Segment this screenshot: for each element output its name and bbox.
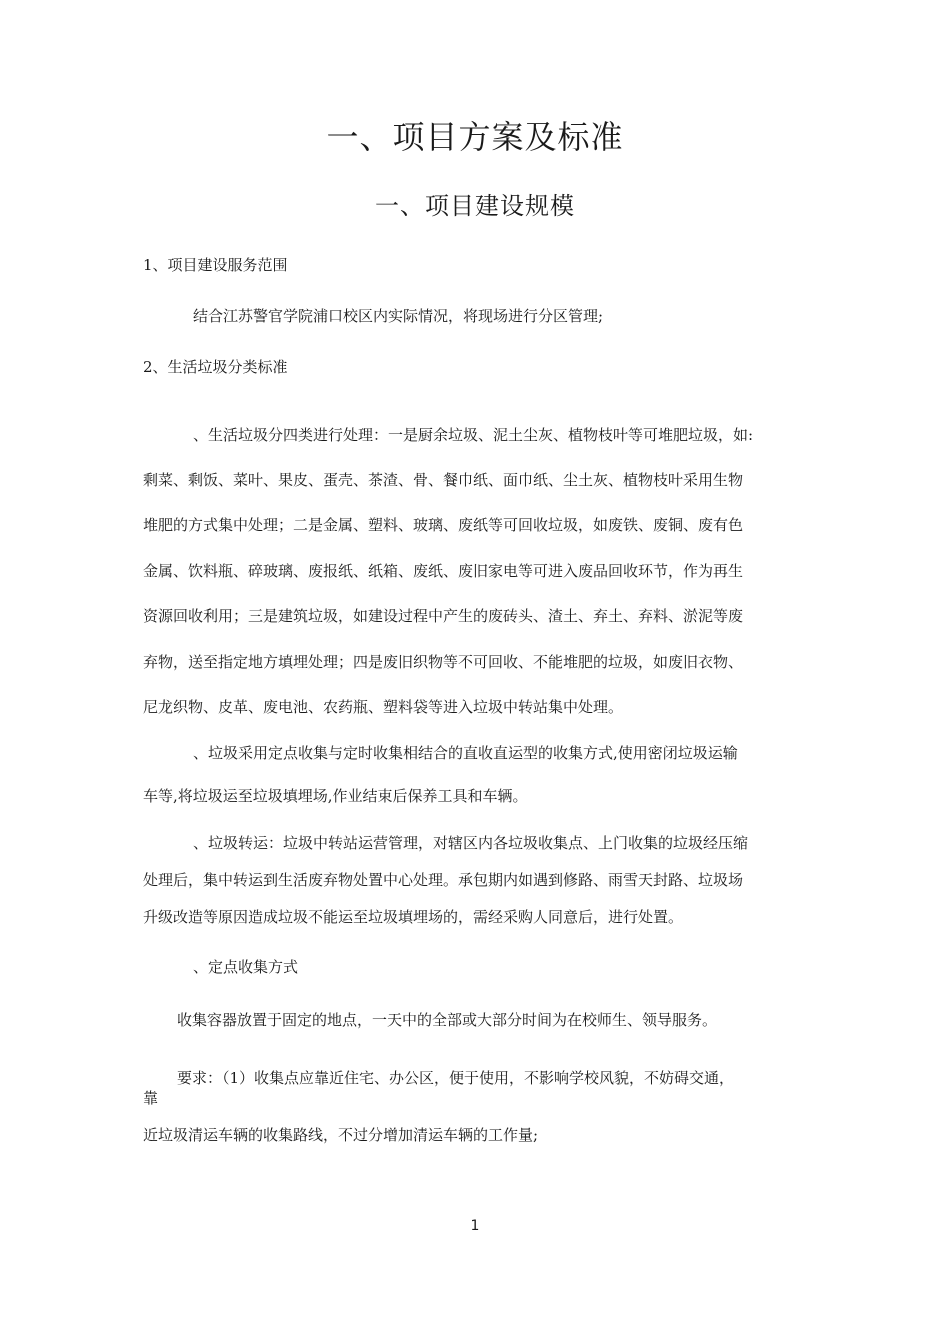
section-title: 一、项目建设规模 xyxy=(375,192,575,220)
para1-line: 堆肥的方式集中处理；二是金属、塑料、玻璃、废纸等可回收垃圾，如废铁、废铜、废有色 xyxy=(143,516,744,534)
para1-line: 尼龙织物、皮革、废电池、农药瓶、塑料袋等进入垃圾中转站集中处理。 xyxy=(143,698,624,716)
requirement-line: 要求：（1）收集点应靠近住宅、办公区，便于使用，不影响学校风貌，不妨碍交通， xyxy=(177,1069,735,1087)
section1-body: 结合江苏警官学院浦口校区内实际情况，将现场进行分区管理; xyxy=(193,307,604,325)
para1-line: 剩菜、剩饭、菜叶、果皮、蛋壳、茶渣、骨、餐巾纸、面巾纸、尘土灰、植物枝叶采用生物 xyxy=(143,471,744,489)
page-title: 一、项目方案及标准 xyxy=(326,118,624,156)
page-number: 1 xyxy=(470,1218,480,1234)
para4-heading: 、定点收集方式 xyxy=(193,958,299,976)
para1-line: 金属、饮料瓶、碎玻璃、废报纸、纸箱、废纸、废旧家电等可进入废品回收环节，作为再生 xyxy=(143,562,744,580)
para3-line: 、垃圾转运：垃圾中转站运营管理，对辖区内各垃圾收集点、上门收集的垃圾经压缩 xyxy=(193,834,749,852)
requirement-wrap: 靠 xyxy=(143,1089,159,1107)
section2-heading: 2、生活垃圾分类标准 xyxy=(143,358,288,376)
para3-line: 处理后，集中转运到生活废弃物处置中心处理。承包期内如遇到修路、雨雪天封路、垃圾场 xyxy=(143,871,744,889)
para1-line: 、生活垃圾分四类进行处理：一是厨余垃圾、泥土尘灰、植物枝叶等可堆肥垃圾，如: xyxy=(193,426,754,444)
para2-line: 、垃圾采用定点收集与定时收集相结合的直收直运型的收集方式,使用密闭垃圾运输 xyxy=(193,744,738,762)
requirement-line: 近垃圾清运车辆的收集路线，不过分增加清运车辆的工作量; xyxy=(143,1126,539,1144)
para2-line: 车等,将垃圾运至垃圾填埋场,作业结束后保养工具和车辆。 xyxy=(143,787,528,805)
para3-line: 升级改造等原因造成垃圾不能运至垃圾填埋场的，需经采购人同意后，进行处置。 xyxy=(143,908,684,926)
para4-body: 收集容器放置于固定的地点，一天中的全部或大部分时间为在校师生、领导服务。 xyxy=(177,1011,718,1029)
section1-heading: 1、项目建设服务范围 xyxy=(143,256,288,274)
para1-line: 资源回收利用；三是建筑垃圾，如建设过程中产生的废砖头、渣土、弃土、弃料、淤泥等废 xyxy=(143,607,744,625)
para1-line: 弃物，送至指定地方填埋处理；四是废旧织物等不可回收、不能堆肥的垃圾，如废旧衣物、 xyxy=(143,653,744,671)
